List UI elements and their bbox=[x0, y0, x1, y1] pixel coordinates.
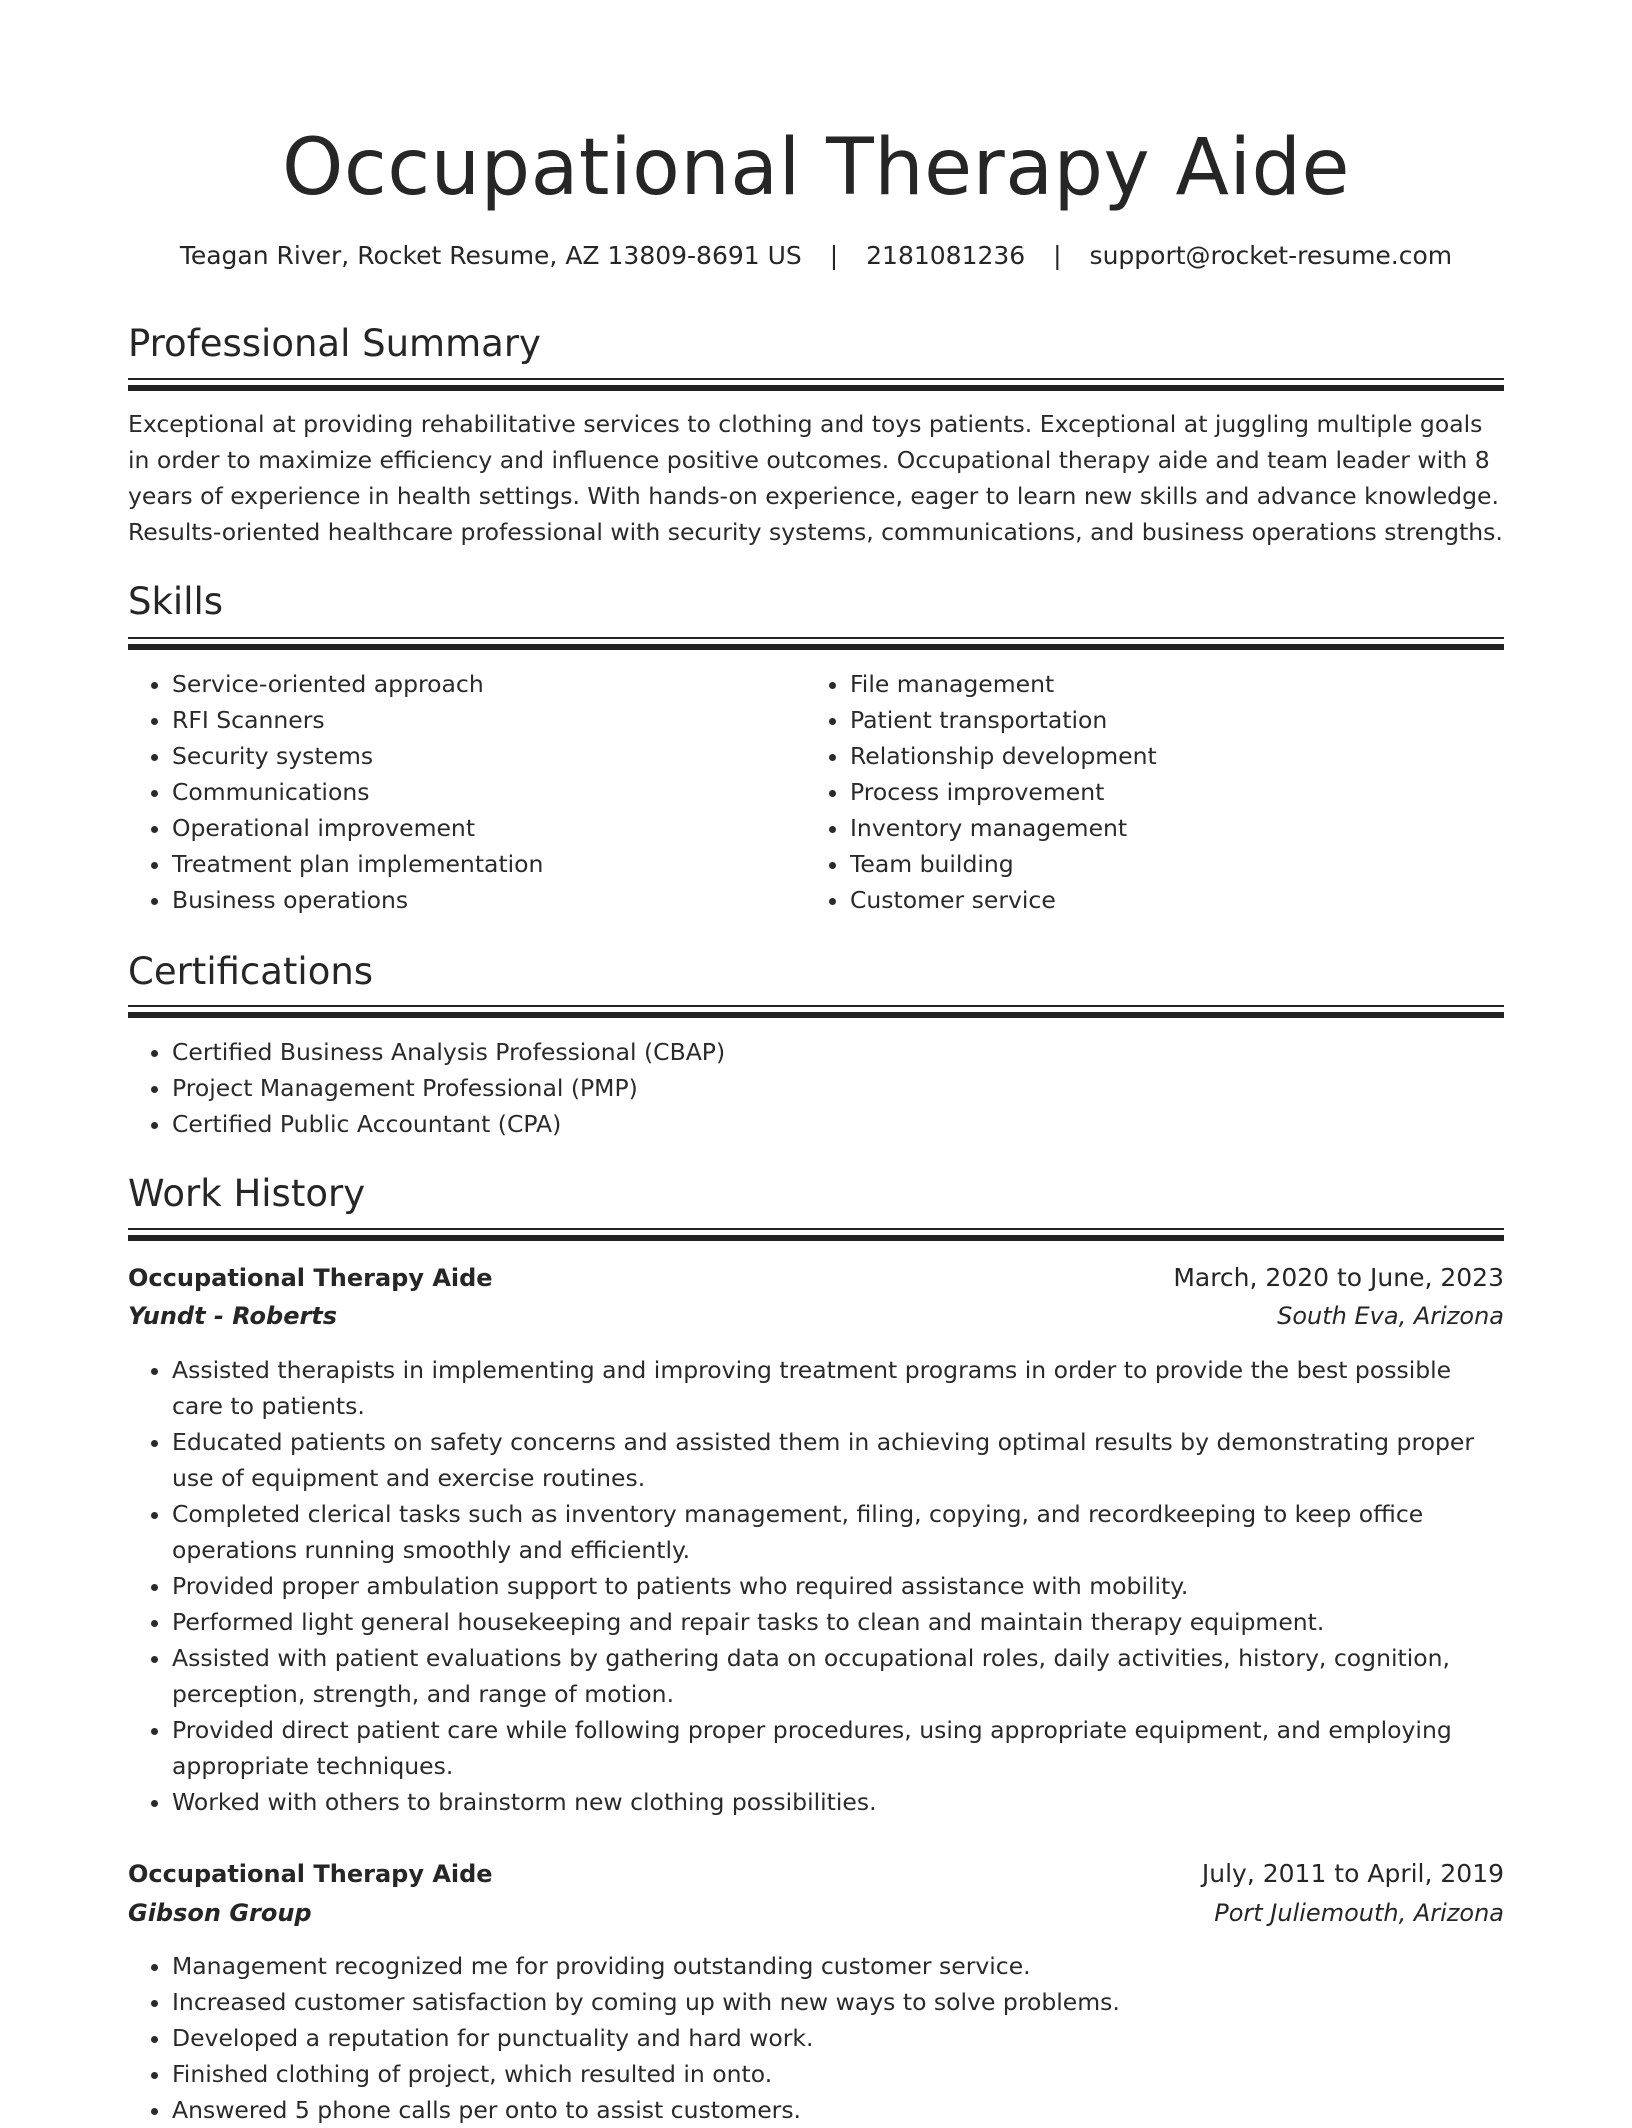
section-divider bbox=[128, 378, 1504, 391]
skill-item: • Relationship development bbox=[850, 738, 1500, 774]
job-bullet: • Management recognized me for providing outstanding customer service. bbox=[172, 1948, 1504, 1984]
skill-item: • Business operations bbox=[172, 882, 802, 918]
job-bullet: • Finished clothing of project, which resulted in onto. bbox=[172, 2056, 1504, 2092]
skill-item: • Customer service bbox=[850, 882, 1500, 918]
certification-item: • Certified Public Accountant (CPA) bbox=[172, 1106, 1504, 1142]
contact-separator: | bbox=[829, 241, 839, 270]
skill-item: • Patient transportation bbox=[850, 702, 1500, 738]
skills-heading: Skills bbox=[128, 580, 224, 623]
certification-item: • Project Management Professional (PMP) bbox=[172, 1070, 1504, 1106]
skill-item: • Team building bbox=[850, 846, 1500, 882]
contact-email[interactable]: support@rocket-resume.com bbox=[1089, 241, 1453, 270]
summary-heading: Professional Summary bbox=[128, 322, 541, 365]
job-dates: March, 2020 to June, 2023 bbox=[1173, 1263, 1504, 1292]
job-bullets bbox=[128, 1948, 1504, 2128]
job-bullet: • Developed a reputation for punctuality and hard work. bbox=[172, 2020, 1504, 2056]
resume-title: Occupational Therapy Aide bbox=[281, 123, 1350, 213]
section-divider bbox=[128, 1005, 1504, 1018]
job-bullet: • Provided direct patient care while following proper procedures, using appropriate equipment, and employing appropriate techniques. bbox=[172, 1712, 1504, 1784]
skill-item: • Inventory management bbox=[850, 810, 1500, 846]
job-bullet: • Provided proper ambulation support to patients who required assistance with mobility. bbox=[172, 1568, 1504, 1604]
job-bullet: • Assisted with patient evaluations by gathering data on occupational roles, daily activities, history, cognition, perception, strength, and range of motion. bbox=[172, 1640, 1504, 1712]
section-divider bbox=[128, 637, 1504, 650]
job-bullet: • Performed light general housekeeping and repair tasks to clean and maintain therapy equipment. bbox=[172, 1604, 1504, 1640]
contact-separator: | bbox=[1053, 241, 1062, 270]
job-bullet: • Worked with others to brainstorm new clothing possibilities. bbox=[172, 1784, 1504, 1820]
job-company: Yundt - Roberts bbox=[128, 1302, 338, 1330]
skill-item: • File management bbox=[850, 666, 1500, 702]
job-bullet: • Increased customer satisfaction by coming up with new ways to solve problems. bbox=[172, 1984, 1504, 2020]
skill-item: • RFI Scanners bbox=[172, 702, 802, 738]
job-bullet: • Educated patients on safety concerns and assisted them in achieving optimal results by demonstrating proper use of equipment and exercise routines. bbox=[172, 1424, 1504, 1496]
job-bullet: • Assisted therapists in implementing and improving treatment programs in order to provide the best possible care to patients. bbox=[172, 1352, 1504, 1424]
summary-text: Exceptional at providing rehabilitative services to clothing and toys patients. Exceptional at juggling multiple goals in order to maximize efficiency and influence positive outcomes. Occupational therapy aide and team leader with 8 years of experience in health settings. With hands-on experience, eager to learn new skills and advance knowledge. Results-oriented healthcare professional with security systems, communications, and business operations strengths. bbox=[128, 410, 1503, 546]
job-bullet: • Completed clerical tasks such as inventory management, filing, copying, and recordkeeping to keep office operations running smoothly and efficiently. bbox=[172, 1496, 1504, 1568]
skill-item: • Treatment plan implementation bbox=[172, 846, 802, 882]
job-bullets bbox=[128, 1352, 1504, 1820]
job-location: Port Juliemouth, Arizona bbox=[1214, 1899, 1504, 1927]
job-dates: July, 2011 to April, 2019 bbox=[1201, 1859, 1504, 1888]
job-bullet: • Answered 5 phone calls per onto to assist customers. bbox=[172, 2092, 1504, 2128]
section-divider bbox=[128, 1228, 1504, 1241]
job-company: Gibson Group bbox=[128, 1899, 312, 1927]
skill-item: • Service-oriented approach bbox=[172, 666, 802, 702]
skill-item: • Process improvement bbox=[850, 774, 1500, 810]
job-title: Occupational Therapy Aide bbox=[128, 1860, 493, 1888]
skills-list-left bbox=[128, 666, 802, 918]
job-title: Occupational Therapy Aide bbox=[128, 1264, 493, 1292]
job-location: South Eva, Arizona bbox=[1277, 1302, 1504, 1330]
contact-phone: 2181081236 bbox=[866, 241, 1026, 270]
certification-item: • Certified Business Analysis Professional (CBAP) bbox=[172, 1034, 1504, 1070]
skill-item: • Communications bbox=[172, 774, 802, 810]
contact-line bbox=[128, 238, 1504, 274]
certifications-list bbox=[128, 1034, 1504, 1142]
certifications-heading: Certifications bbox=[128, 950, 374, 993]
contact-address: Teagan River, Rocket Resume, AZ 13809-8691 US bbox=[179, 241, 802, 270]
skills-list-right bbox=[806, 666, 1500, 918]
skill-item: • Operational improvement bbox=[172, 810, 802, 846]
work-history-heading: Work History bbox=[128, 1172, 366, 1215]
skill-item: • Security systems bbox=[172, 738, 802, 774]
